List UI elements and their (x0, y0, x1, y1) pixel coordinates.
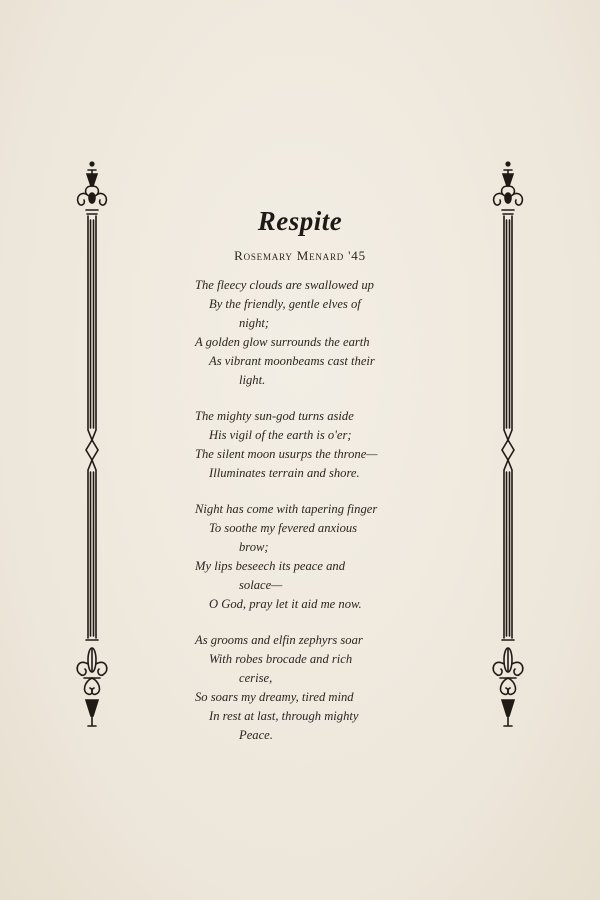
stanza (195, 500, 425, 614)
poem-line: The fleecy clouds are swallowed up (195, 278, 374, 292)
poem-byline: Rosemary Menard '45 (234, 248, 366, 263)
poem-line: A golden glow surrounds the earth (195, 335, 370, 349)
poem-body (195, 276, 425, 762)
poem-line: The silent moon usurps the throne— (195, 447, 378, 461)
poem-line: With robes brocade and rich (209, 652, 353, 666)
poem-line: So soars my dreamy, tired mind (195, 690, 354, 704)
poem-line: By the friendly, gentle elves of (209, 297, 361, 311)
poem-line: O God, pray let it aid me now. (209, 597, 362, 611)
poem-line: Night has come with tapering finger (195, 502, 378, 516)
poem-line: My lips beseech its peace and (195, 559, 346, 573)
poem-line: brow; (239, 540, 269, 554)
stanza (195, 276, 425, 390)
poem-line: The mighty sun-god turns aside (195, 409, 354, 423)
poem-line: His vigil of the earth is o'er; (209, 428, 352, 442)
stanza (195, 631, 425, 745)
poem-line: cerise, (239, 671, 273, 685)
poem-title: Respite (257, 206, 343, 236)
left-ornament-icon (72, 160, 112, 740)
poem-line: To soothe my fevered anxious (209, 521, 358, 535)
stanza (195, 407, 425, 483)
poem-line: As vibrant moonbeams cast their (209, 354, 375, 368)
poem-line: solace— (239, 578, 283, 592)
poem-line: night; (239, 316, 270, 330)
poem-line: Peace. (239, 728, 273, 742)
poem-line: light. (239, 373, 266, 387)
poem-line: As grooms and elfin zephyrs soar (195, 633, 363, 647)
poem-line: In rest at last, through mighty (209, 709, 359, 723)
poem-line: Illuminates terrain and shore. (209, 466, 360, 480)
right-ornament-icon (488, 160, 528, 740)
